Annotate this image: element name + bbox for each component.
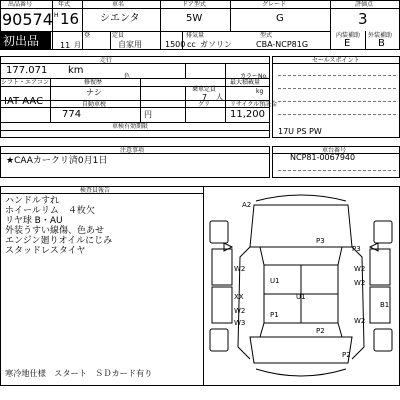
inspector-line: スタッドレスタイヤ: [5, 246, 86, 256]
model-label: 車名: [112, 1, 125, 8]
rear-bumper-outline: [256, 369, 346, 376]
windshield-outline: [260, 247, 342, 265]
seats-unit: 人: [216, 93, 223, 101]
damage-code: U1: [270, 277, 280, 285]
front-bumper-outline: [256, 195, 346, 201]
first-listing-text: 初出品: [3, 34, 40, 48]
damage-code: P2: [316, 327, 325, 335]
model-name: シエンタ: [100, 13, 140, 24]
reg-month-suffix: 月: [74, 41, 81, 49]
repair-label: 修復歴: [84, 79, 103, 86]
rear-left-wheel: [210, 329, 228, 351]
seats-value: 7: [202, 93, 208, 102]
equipment-items: 17U PS PW: [278, 127, 322, 136]
damage-code: W3: [234, 319, 246, 327]
damage-code: B1: [380, 301, 390, 309]
score-label: 評価点: [355, 1, 374, 8]
left-rear-door: [212, 287, 232, 323]
damage-code: P2: [342, 351, 351, 359]
inspector-label: 検査員報告: [80, 187, 111, 194]
model-year: 16: [60, 10, 80, 28]
recycle-value: 11,200: [230, 109, 265, 120]
displacement-value: 1500: [165, 40, 186, 49]
inspector-bottom-note: 寒冷地仕様 スタート ＳＤカード有り: [5, 368, 153, 378]
door-type: 5W: [186, 13, 203, 24]
inspector-line: エンジン廻りオイルにじみ: [5, 236, 113, 246]
damage-code: W2: [234, 307, 246, 315]
displacement-unit: cc: [187, 40, 196, 49]
notes-text: ★CAAカークリ済0月1日: [6, 156, 108, 166]
inspector-line: ホイールリム ４枚欠: [5, 206, 95, 216]
tax-value: 774: [62, 109, 82, 120]
capacity-label: 定員: [112, 32, 125, 39]
damage-code: W2: [354, 317, 366, 325]
damage-code: P3: [316, 237, 325, 245]
displacement-label: 排気量: [186, 32, 205, 39]
grade-label: グレード: [262, 1, 287, 8]
damage-code: U1: [296, 293, 306, 301]
color-label: 色: [124, 73, 131, 80]
year-prefix: H: [54, 12, 59, 19]
rear-window-outline: [260, 323, 342, 337]
inspector-line: 外装うすい線傷、色あせ: [5, 226, 105, 236]
hood-outline: [250, 205, 352, 247]
exterior-grade-label: 外装補助: [368, 32, 393, 39]
damage-code: P3: [352, 245, 361, 253]
car-diagram: [204, 187, 399, 385]
repair-value: ナシ: [86, 88, 102, 97]
gray-label: グリ: [198, 101, 211, 108]
interior-grade-label: 内装補助: [336, 32, 361, 39]
doors-label: ドア型式: [182, 1, 206, 8]
year-label: 年式: [58, 1, 71, 8]
shift-value: IAT AAC: [4, 96, 44, 107]
fuel-type: ガソリン: [200, 40, 232, 49]
seats-label: 乗車定員: [192, 86, 217, 93]
load-label: 最大積載量: [230, 79, 261, 86]
mileage-label: 走行: [100, 57, 113, 64]
load-unit: kg: [256, 88, 264, 95]
left-front-door: [212, 249, 232, 285]
tailgate-outline: [250, 337, 352, 363]
right-front-door: [370, 249, 390, 285]
lot-label: 出品番号: [8, 1, 33, 8]
mileage-value: 177.071: [6, 65, 48, 76]
right-mirror: [370, 243, 378, 251]
vin-label: 車台番号: [322, 147, 347, 154]
damage-code: W2: [354, 279, 366, 287]
mileage-unit: km: [68, 65, 84, 76]
inspector-line: ハンドルすれ: [5, 196, 60, 206]
shift-label: シフト・エアコン: [1, 79, 49, 86]
damage-code: W2: [234, 265, 246, 273]
vin-value: NCP81-0067940: [290, 153, 356, 162]
damage-code: XX: [234, 293, 244, 301]
reg-label: 登: [84, 32, 91, 39]
reg-month: 11: [60, 41, 71, 50]
damage-code: W2: [354, 265, 366, 273]
left-mirror: [224, 243, 232, 251]
interior-grade: E: [344, 38, 351, 49]
recycle-label: リサイクル預託金: [230, 101, 278, 108]
right-side-outline: [352, 247, 364, 359]
front-right-wheel: [374, 221, 392, 243]
grade-value: G: [276, 13, 284, 24]
equipment-label: セールスポイント: [312, 57, 360, 64]
tax-label: 自動車税: [82, 101, 107, 108]
notes-label: 注意事項: [120, 147, 145, 154]
inspection-label: 車検有効期限: [112, 123, 149, 130]
damage-code: A2: [242, 201, 252, 209]
lot-number: 90574: [2, 10, 53, 29]
inspector-line: リヤ球 B・AU: [5, 216, 63, 226]
equipment-box: [272, 56, 400, 138]
exterior-grade: B: [378, 38, 385, 49]
score-value: 3: [358, 10, 368, 28]
left-side-outline: [238, 247, 250, 359]
damage-code: P1: [270, 311, 279, 319]
usage-type: 自家用: [118, 40, 142, 49]
chassis-code: CBA-NCP81G: [256, 40, 309, 49]
rear-right-wheel: [374, 329, 392, 351]
chassis-code-label: 型式: [260, 32, 273, 39]
front-left-wheel: [210, 221, 228, 243]
color-no-label: カラーNo.: [240, 73, 268, 80]
tax-unit: 円: [144, 110, 152, 119]
